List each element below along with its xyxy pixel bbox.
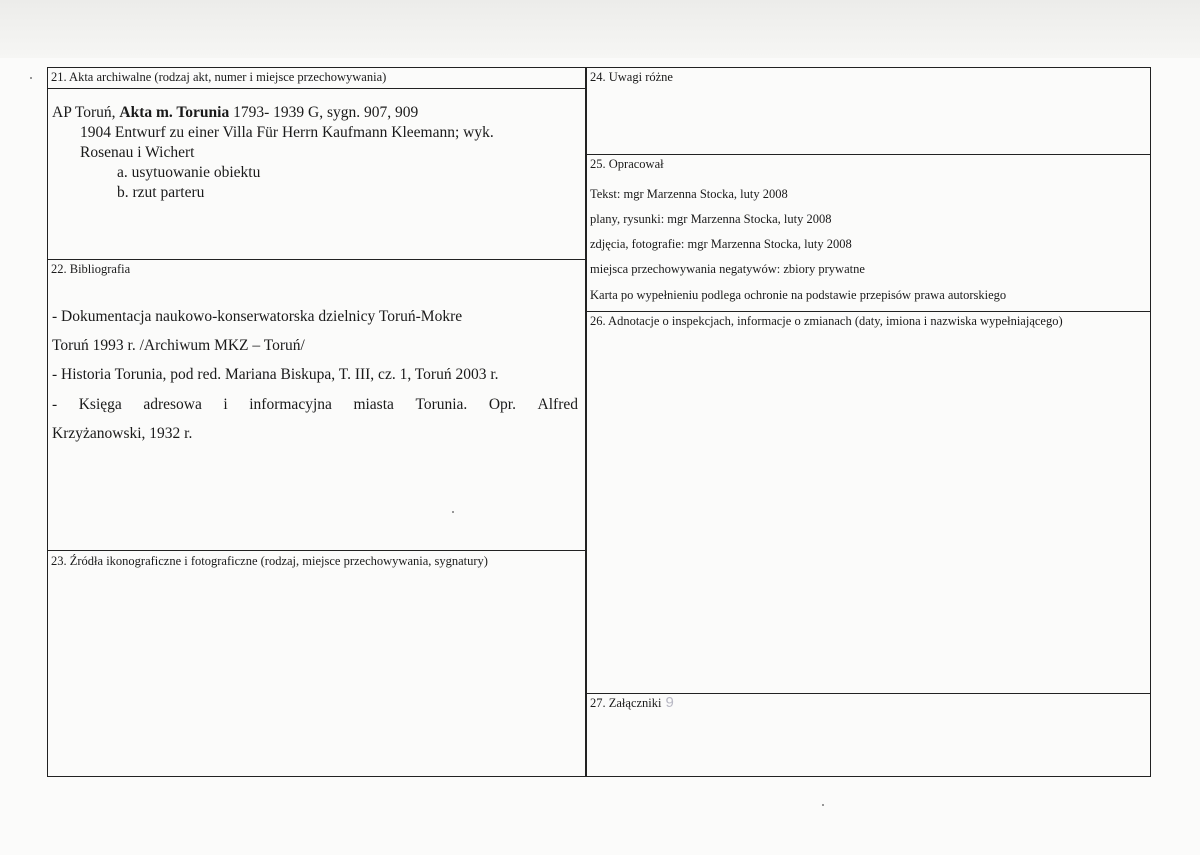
section-23-label: 23. Źródła ikonograficzne i fotograficzne (rodzaj, miejsce przechowywania, sygnatury) [51, 554, 488, 568]
scan-top-band [0, 0, 1200, 59]
s25-negatywy: miejsca przechowywania negatywów: zbiory prywatne [590, 262, 865, 276]
s21-line-1: AP Toruń, Akta m. Torunia 1793- 1939 G, sygn. 907, 909 [52, 104, 419, 121]
s22-line-5: Krzyżanowski, 1932 r. [52, 425, 193, 442]
s25-zdjecia: zdjęcia, fotografie: mgr Marzenna Stocka, luty 2008 [590, 237, 852, 251]
rule-21-22 [47, 259, 585, 260]
s22-line-1: - Dokumentacja naukowo-konserwatorska dzielnicy Toruń-Mokre [52, 308, 463, 325]
s25-plany: plany, rysunki: mgr Marzenna Stocka, luty 2008 [590, 212, 832, 226]
scan-speck [452, 511, 454, 513]
section-27-label: 27. Załączniki 9 [590, 694, 674, 711]
s21-line-3: Rosenau i Wichert [80, 144, 195, 161]
s21-item-b: b. rzut parteru [117, 184, 205, 201]
scan-speck [30, 77, 32, 79]
section-22-label: 22. Bibliografia [51, 262, 131, 276]
attachments-count: 9 [665, 694, 674, 711]
rule-21-header [47, 88, 585, 89]
s22-line-3: - Historia Torunia, pod red. Mariana Biskupa, T. III, cz. 1, Toruń 2003 r. [52, 366, 499, 383]
s21-line-2: 1904 Entwurf zu einer Villa Für Herrn Kaufmann Kleemann; wyk. [80, 124, 494, 141]
section-24-label: 24. Uwagi różne [590, 70, 673, 84]
rule-24-25 [586, 154, 1151, 155]
rule-25-26 [586, 311, 1151, 312]
section-26-label: 26. Adnotacje o inspekcjach, informacje o zmianach (daty, imiona i nazwiska wypełniającego) [590, 314, 1063, 328]
s25-karta: Karta po wypełnieniu podlega ochronie na podstawie przepisów prawa autorskiego [590, 288, 1007, 302]
section-21-label: 21. Akta archiwalne (rodzaj akt, numer i miejsce przechowywania) [51, 70, 387, 84]
s22-line-4: - Księga adresowa i informacyjna miasta Torunia. Opr. Alfred [52, 396, 578, 413]
s25-tekst: Tekst: mgr Marzenna Stocka, luty 2008 [590, 187, 788, 201]
s22-line-2: Toruń 1993 r. /Archiwum MKZ – Toruń/ [52, 337, 305, 354]
section-25-label: 25. Opracował [590, 157, 664, 171]
s21-item-a: a. usytuowanie obiektu [117, 164, 261, 181]
column-divider [585, 67, 587, 777]
rule-22-23 [47, 550, 585, 551]
scan-speck [822, 804, 824, 806]
